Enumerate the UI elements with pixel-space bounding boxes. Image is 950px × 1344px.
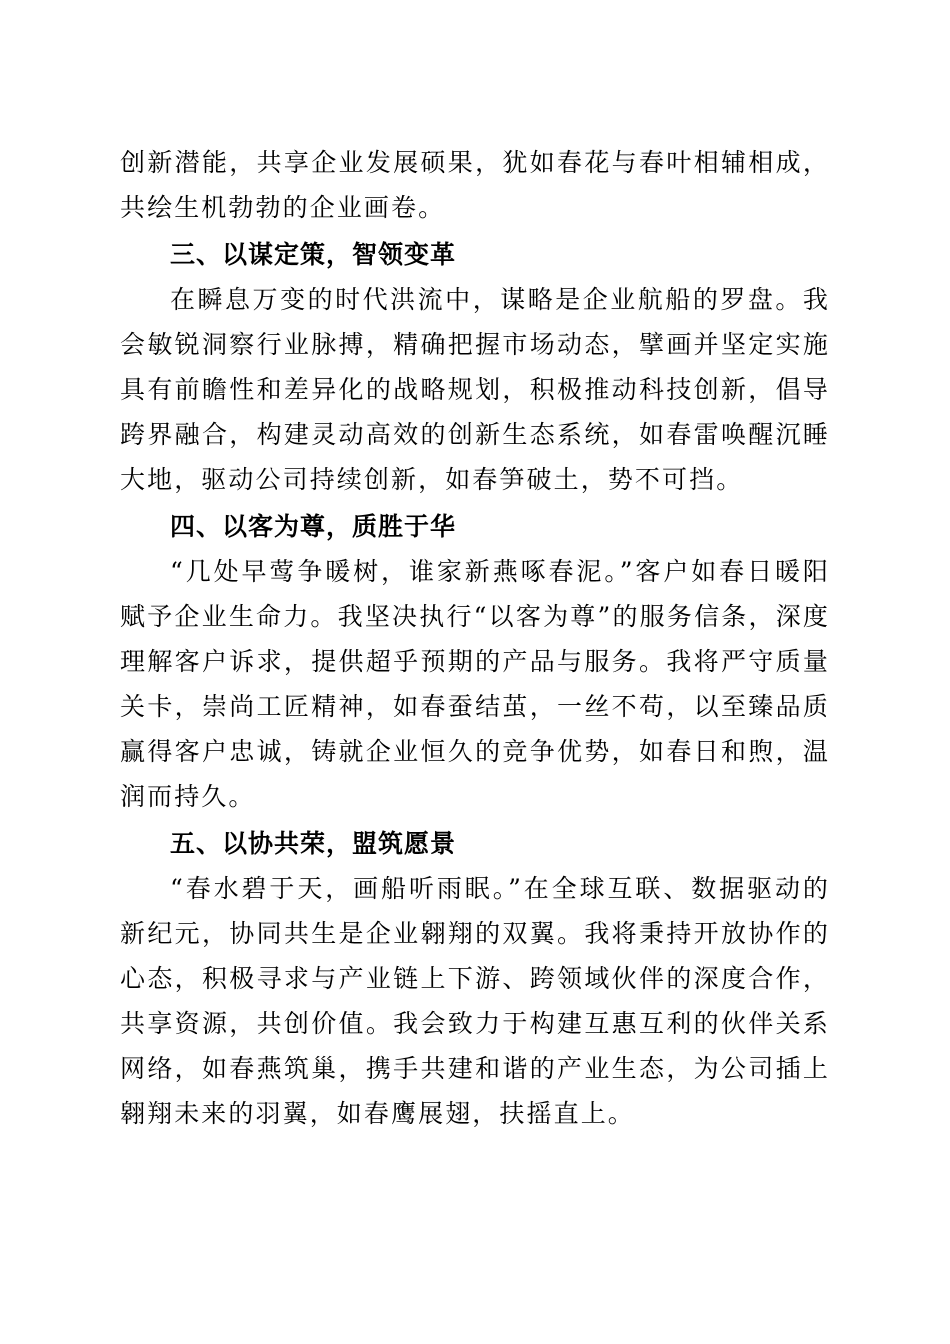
section-heading-3: 三、以谋定策，智领变革: [170, 240, 457, 269]
paragraph-collaboration: “春水碧于天，画船听雨眠。”在全球互联、数据驱动的新纪元，协同共生是企业翱翔的双翼。我将秉持开放协作的心态，积极寻求与产业链上下游、跨领域伙伴的深度合作，共享资源，共创价值。我会致力于构建互惠互利的伙伴关系网络，如春燕筑巢，携手共建和谐的产业生态，为公司插上翱翔未来的羽翼，如春鹰展翅，扶摇直上。: [120, 874, 830, 1128]
paragraph-customer: “几处早莺争暖树，谁家新燕啄春泥。”客户如春日暖阳赋予企业生命力。我坚决执行“以客为尊”的服务信条，深度理解客户诉求，提供超乎预期的产品与服务。我将严守质量关卡，崇尚工匠精神，如春蚕结茧，一丝不苟，以至臻品质赢得客户忠诚，铸就企业恒久的竞争优势，如春日和煦，温润而持久。: [120, 557, 830, 811]
paragraph-strategy: 在瞬息万变的时代洪流中，谋略是企业航船的罗盘。我会敏锐洞察行业脉搏，精确把握市场动态，擘画并坚定实施具有前瞻性和差异化的战略规划，积极推动科技创新，倡导跨界融合，构建灵动高效的创新生态系统，如春雷唤醒沉睡大地，驱动公司持续创新，如春笋破土，势不可挡。: [120, 285, 830, 494]
section-heading-4: 四、以客为尊，质胜于华: [170, 512, 457, 541]
document-body: [120, 140, 830, 1136]
section-heading-5: 五、以协共荣，盟筑愿景: [170, 829, 457, 858]
paragraph-continuation: 创新潜能，共享企业发展硕果，犹如春花与春叶相辅相成，共绘生机勃勃的企业画卷。: [120, 148, 830, 222]
